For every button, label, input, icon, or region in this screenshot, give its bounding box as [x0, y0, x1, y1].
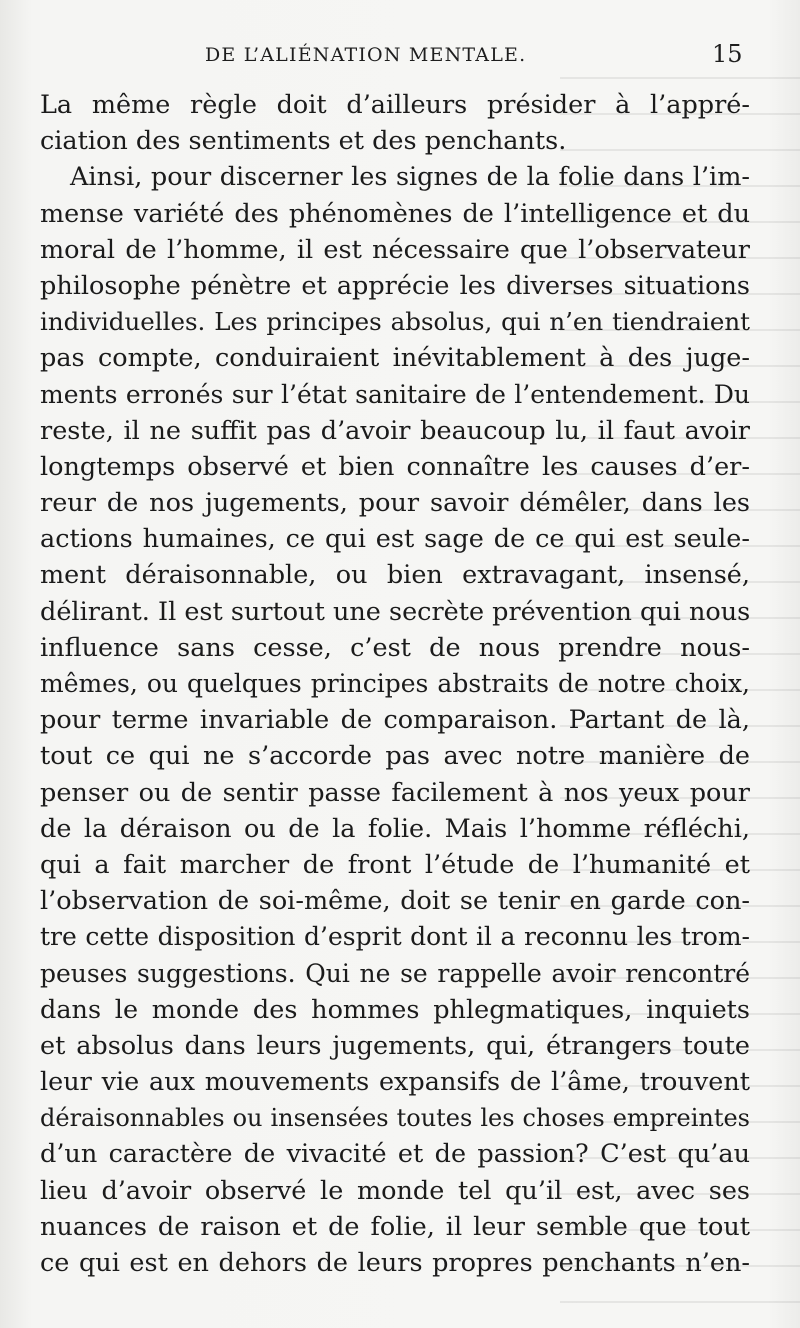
text-line: influence sans cesse, c’est de nous prendre nous- [40, 632, 750, 663]
text-line: penser ou de sentir passe facilement à nos yeux pour [40, 777, 750, 808]
text-line: qui a fait marcher de front l’étude de l’humanité et [40, 849, 750, 880]
text-line: actions humaines, ce qui est sage de ce qui est seule- [40, 524, 750, 555]
text-line: l’observation de soi-même, doit se tenir en garde con- [40, 886, 750, 917]
text-line: dans le monde des hommes phlegmatiques, inquiets [40, 994, 750, 1025]
text-line: reur de nos jugements, pour savoir démêler, dans les [40, 488, 750, 519]
text-line: mêmes, ou quelques principes abstraits de notre choix, [40, 669, 750, 698]
text-line: et absolus dans leurs jugements, qui, étrangers toute [40, 1030, 750, 1061]
text-line: de la déraison ou de la folie. Mais l’homme réfléchi, [40, 813, 750, 844]
text-line: nuances de raison et de folie, il leur semble que tout [40, 1211, 750, 1242]
text-line: ciation des sentiments et des penchants. [40, 126, 567, 157]
text-line: mense variété des phénomènes de l’intelligence et du [40, 198, 750, 229]
text-line: ments erronés sur l’état sanitaire de l’entendement. Du [40, 379, 750, 409]
text-line: d’un caractère de vivacité et de passion? C’est qu’au [40, 1139, 750, 1170]
text-line: moral de l’homme, il est nécessaire que l’observateur [40, 234, 750, 265]
text-line: délirant. Il est surtout une secrète prévention qui nous [40, 596, 750, 627]
text-line: tout ce qui ne s’accorde pas avec notre manière de [40, 741, 750, 772]
text-line: reste, il ne suffit pas d’avoir beaucoup lu, il faut avoir [40, 415, 750, 446]
text-line: ment déraisonnable, ou bien extravagant, insensé, [40, 560, 750, 591]
text-line: ce qui est en dehors de leurs propres penchants n’en- [40, 1248, 750, 1278]
text-line: leur vie aux mouvements expansifs de l’âme, trouvent [40, 1067, 750, 1098]
text-line: longtemps observé et bien connaître les causes d’er- [40, 451, 750, 482]
running-head: DE L’ALIÉNATION MENTALE. [205, 44, 527, 66]
text-line: Ainsi, pour discerner les signes de la folie dans l’im- [70, 162, 750, 193]
text-line: tre cette disposition d’esprit dont il a reconnu les trom- [40, 922, 750, 952]
text-line: philosophe pénètre et apprécie les diverses situations [40, 270, 750, 301]
text-line: lieu d’avoir observé le monde tel qu’il est, avec ses [40, 1175, 750, 1206]
page-number: 15 [712, 40, 743, 68]
text-line: déraisonnables ou insensées toutes les choses empreintes [40, 1104, 750, 1133]
text-line: pour terme invariable de comparaison. Partant de là, [40, 705, 750, 736]
text-line: pas compte, conduiraient inévitablement à des juge- [40, 343, 750, 374]
text-line: La même règle doit d’ailleurs présider à l’appré- [40, 90, 750, 120]
body-text [40, 87, 750, 1281]
text-line: peuses suggestions. Qui ne se rappelle avoir rencontré [40, 958, 750, 988]
text-line: individuelles. Les principes absolus, qui n’en tiendraient [40, 307, 750, 337]
